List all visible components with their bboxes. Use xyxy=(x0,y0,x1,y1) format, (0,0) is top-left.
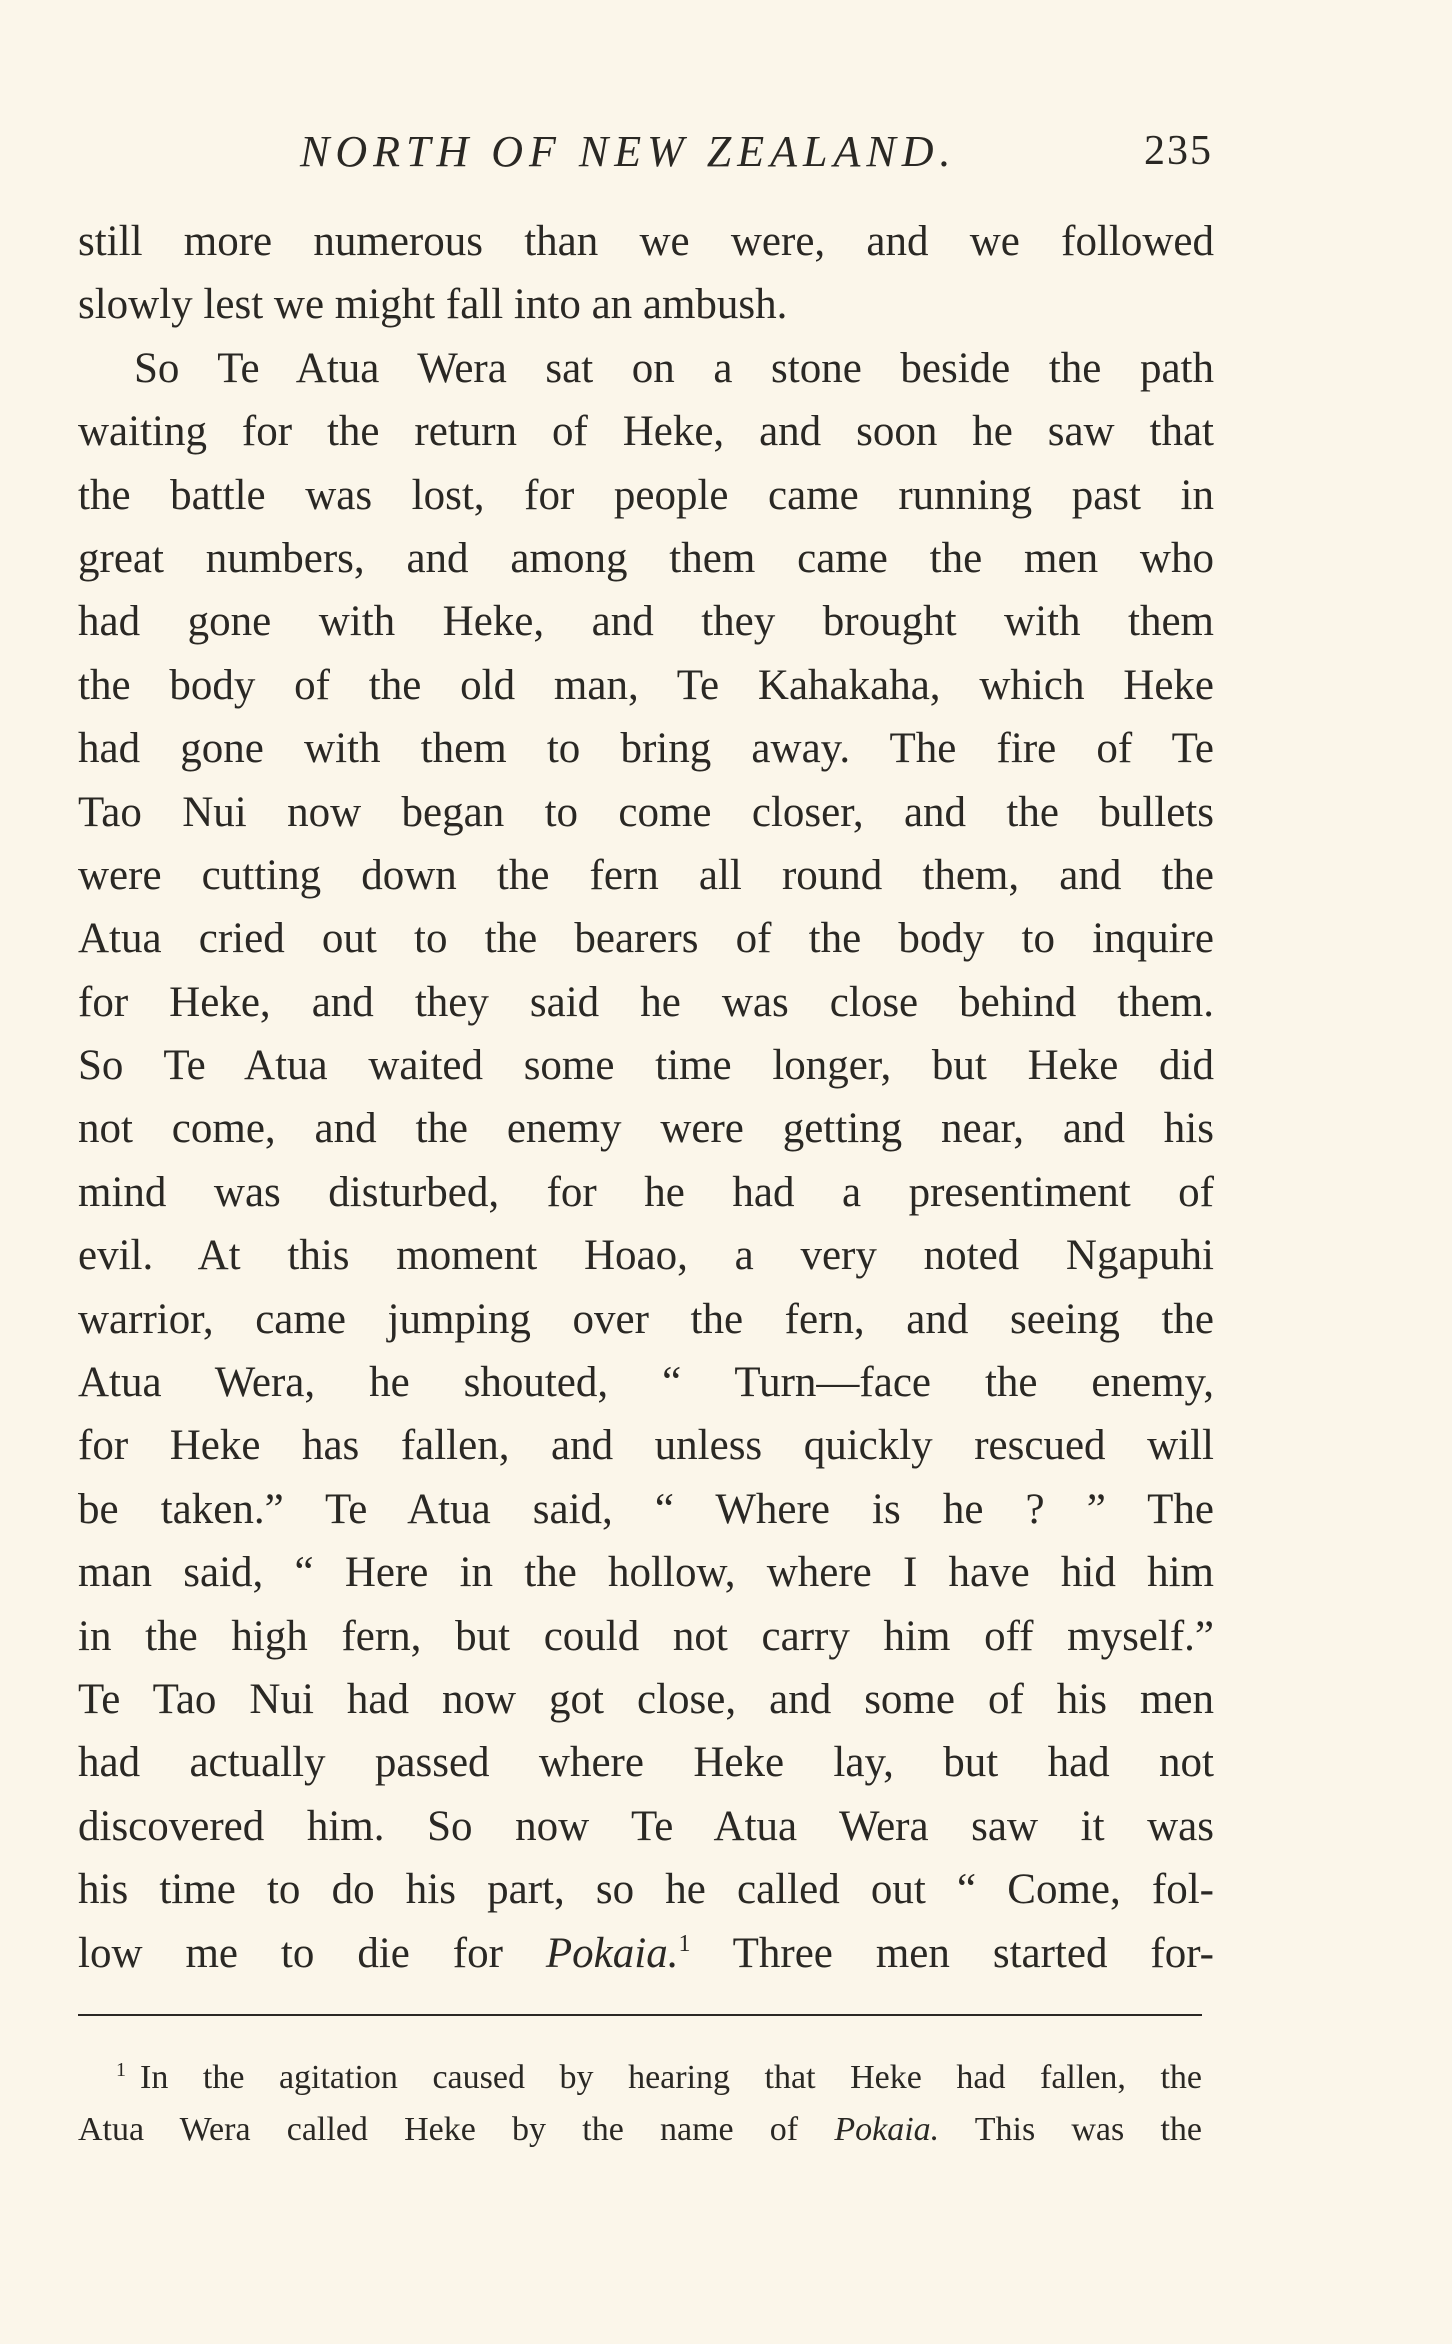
text-line: warrior, came jumping over the fern, and seeing the xyxy=(78,1295,1214,1343)
footnote-text: This was the xyxy=(939,2111,1202,2148)
text-line: the battle was lost, for people came running past in xyxy=(78,471,1214,519)
text-line: had gone with Heke, and they brought with them xyxy=(78,598,1214,646)
text-line-last xyxy=(78,1922,1214,1985)
text-line: discovered him. So now Te Atua Wera saw it was xyxy=(78,1802,1214,1850)
page-number: 235 xyxy=(1144,128,1213,174)
text-line: So Te Atua Wera sat on a stone beside the path xyxy=(134,344,1214,392)
text-line: be taken.” Te Atua said, “ Where is he ? ” The xyxy=(78,1485,1214,1533)
italic-word: Pokaia. xyxy=(545,1929,679,1977)
text-line: were cutting down the fern all round them, and the xyxy=(78,851,1214,899)
text-line: in the high fern, but could not carry him off myself.” xyxy=(78,1612,1214,1660)
body-text xyxy=(78,210,1214,1985)
text-line: waiting for the return of Heke, and soon he saw that xyxy=(78,408,1214,456)
text-line: evil. At this moment Hoao, a very noted Ngapuhi xyxy=(78,1232,1214,1280)
text-fragment: Three men started for- xyxy=(690,1929,1214,1977)
footnote-text: In the agitation caused by hearing that Heke had fallen, the xyxy=(140,2059,1202,2096)
text-line: for Heke has fallen, and unless quickly rescued will xyxy=(78,1422,1214,1470)
footnote xyxy=(78,2052,1202,2156)
footnote-number: 1 xyxy=(116,2059,126,2081)
text-fragment: low me to die for xyxy=(78,1929,546,1977)
text-line: Tao Nui now began to come closer, and the bullets xyxy=(78,788,1214,836)
footnote-marker: 1 xyxy=(678,1930,691,1957)
text-line: for Heke, and they said he was close behind them. xyxy=(78,978,1214,1026)
text-line: So Te Atua waited some time longer, but Heke did xyxy=(78,1042,1214,1090)
footnote-text: Atua Wera called Heke by the name of xyxy=(78,2111,835,2148)
text-line: his time to do his part, so he called out “ Come, fol- xyxy=(78,1866,1214,1914)
text-line: Te Tao Nui had now got close, and some of his men xyxy=(78,1675,1214,1723)
text-line: Atua cried out to the bearers of the body to inquire xyxy=(78,915,1214,963)
text-line: still more numerous than we were, and we followed xyxy=(78,218,1214,265)
text-line: Atua Wera, he shouted, “ Turn—face the enemy, xyxy=(78,1359,1214,1407)
text-line: mind was disturbed, for he had a presentiment of xyxy=(78,1168,1214,1216)
text-line: had actually passed where Heke lay, but had not xyxy=(78,1739,1214,1787)
text-line: the body of the old man, Te Kahakaha, which Heke xyxy=(78,661,1214,709)
text-line: not come, and the enemy were getting near, and his xyxy=(78,1105,1214,1153)
italic-word: Pokaia. xyxy=(834,2111,940,2148)
text-line: slowly lest we might fall into an ambush. xyxy=(78,281,788,329)
footnote-divider xyxy=(78,2014,1202,2016)
footnote-line xyxy=(78,2104,1202,2156)
text-line: great numbers, and among them came the men who xyxy=(78,534,1214,582)
text-line: man said, “ Here in the hollow, where I have hid him xyxy=(78,1549,1214,1597)
text-line: had gone with them to bring away. The fire of Te xyxy=(78,725,1214,773)
running-title: NORTH OF NEW ZEALAND. xyxy=(300,127,957,176)
footnote-line xyxy=(78,2052,1202,2104)
